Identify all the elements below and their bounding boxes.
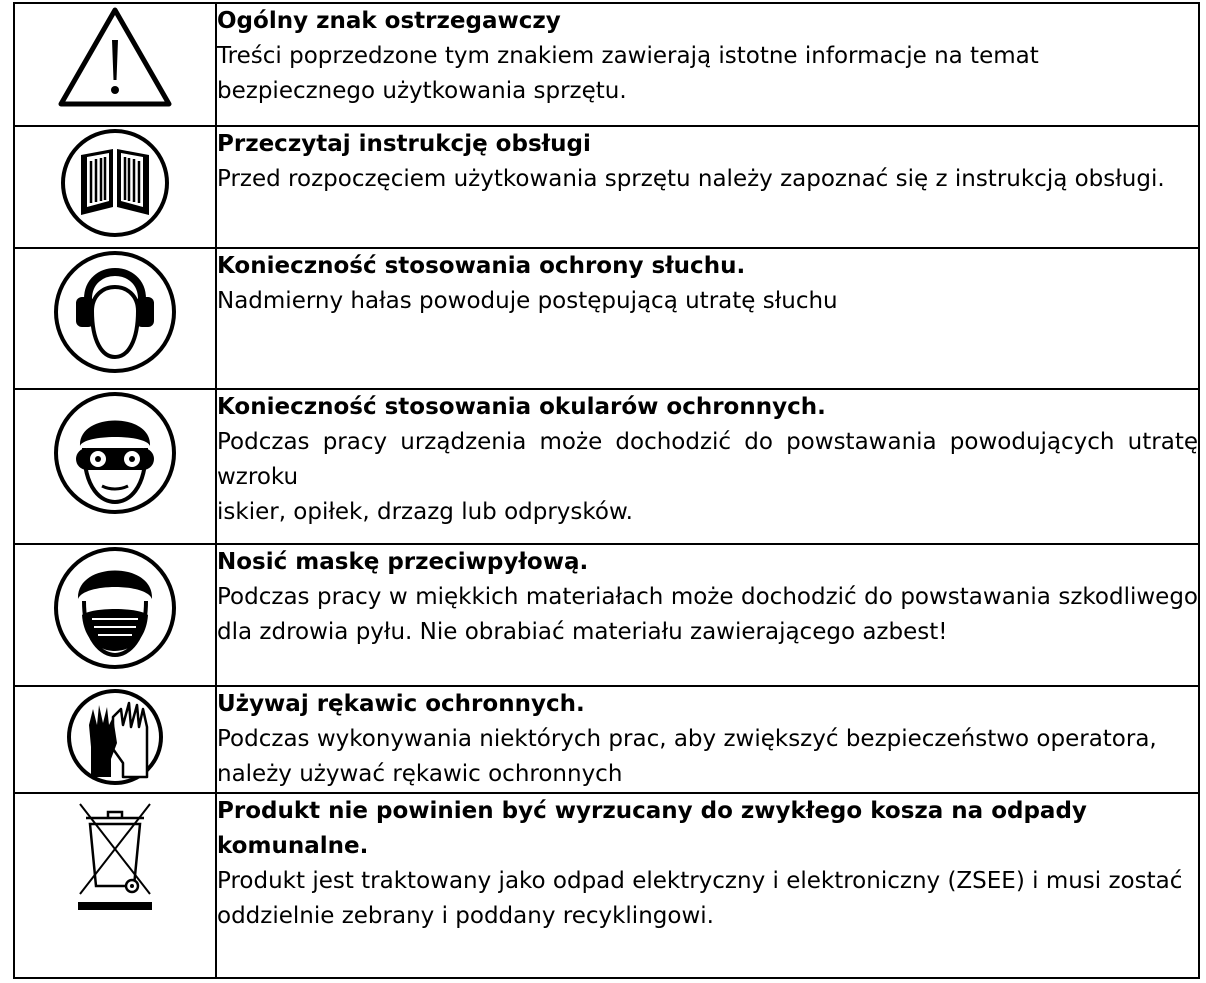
sign-description: Przed rozpoczęciem użytkowania sprzętu należy zapoznać się z instrukcją obsługi. xyxy=(217,166,1165,192)
sign-title: Nosić maskę przeciwpyłową. xyxy=(217,549,589,575)
sign-row xyxy=(14,389,1199,544)
sign-row xyxy=(14,793,1199,978)
sign-description: Podczas wykonywania niektórych prac, aby zwiększyć bezpieczeństwo operatora, należy używać rękawic ochronnych xyxy=(217,726,1157,787)
sign-title: Konieczność stosowania ochrony słuchu. xyxy=(217,253,746,279)
sign-title: Konieczność stosowania okularów ochronnych. xyxy=(217,394,826,420)
sign-row xyxy=(14,544,1199,686)
warning-triangle-icon xyxy=(55,4,175,112)
sign-row xyxy=(14,126,1199,248)
crossed-out-bin-icon xyxy=(70,794,160,914)
sign-text-cell xyxy=(216,389,1199,544)
sign-text-cell xyxy=(216,3,1199,126)
sign-description: Treści poprzedzone tym znakiem zawierają istotne informacje na temat bezpiecznego użytkowania sprzętu. xyxy=(217,43,1039,104)
sign-row xyxy=(14,248,1199,389)
sign-text-cell xyxy=(216,686,1199,793)
sign-icon-cell xyxy=(14,544,216,686)
sign-icon-cell xyxy=(14,793,216,978)
sign-text-cell xyxy=(216,248,1199,389)
sign-text-cell xyxy=(216,793,1199,978)
safety-goggles-icon xyxy=(52,390,178,516)
sign-description: Podczas pracy w miękkich materiałach może dochodzić do powstawania szkodliwego dla zdrowia pyłu. Nie obrabiać materiału zawierającego azbest! xyxy=(217,584,1198,645)
sign-icon-cell xyxy=(14,248,216,389)
ear-protection-icon xyxy=(52,249,178,375)
sign-description: Nadmierny hałas powoduje postępującą utratę słuchu xyxy=(217,288,838,314)
sign-text-cell xyxy=(216,126,1199,248)
sign-icon-cell xyxy=(14,389,216,544)
sign-title: Produkt nie powinien być wyrzucany do zwykłego kosza na odpady komunalne. xyxy=(217,798,1087,859)
sign-row xyxy=(14,686,1199,793)
sign-title: Przeczytaj instrukcję obsługi xyxy=(217,131,591,157)
sign-description: Produkt jest traktowany jako odpad elektryczny i elektroniczny (ZSEE) i musi zostać oddzielnie zebrany i poddany recyklingowi. xyxy=(217,868,1183,929)
safety-signs-table xyxy=(13,2,1200,979)
sign-title: Używaj rękawic ochronnych. xyxy=(217,691,585,717)
sign-icon-cell xyxy=(14,686,216,793)
sign-icon-cell xyxy=(14,3,216,126)
sign-text-cell xyxy=(216,544,1199,686)
sign-icon-cell xyxy=(14,126,216,248)
read-manual-icon xyxy=(59,127,171,239)
sign-description: Podczas pracy urządzenia może dochodzić do powstawania powodujących utratę wzroku xyxy=(217,429,1198,490)
sign-row xyxy=(14,3,1199,126)
protective-gloves-icon xyxy=(65,687,165,787)
sign-description-continued: iskier, opiłek, drzazg lub odprysków. xyxy=(217,499,633,525)
dust-mask-icon xyxy=(52,545,178,671)
sign-title: Ogólny znak ostrzegawczy xyxy=(217,8,561,34)
